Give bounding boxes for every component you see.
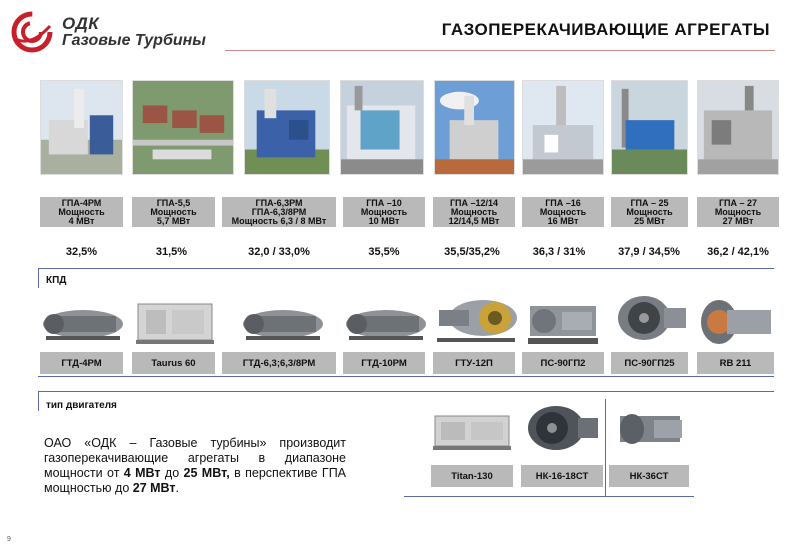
- engine-image-taurus-60: [132, 294, 218, 350]
- engine-image-titan-130: [431, 408, 513, 458]
- unit-photo-gpa-16: [522, 80, 604, 175]
- unit-label: ГПА – 25 Мощность 25 МВт: [611, 197, 688, 227]
- page-number: 9: [7, 536, 11, 543]
- unit-photo-gpa-5-5: [132, 80, 234, 175]
- efficiency-value: 37,9 / 34,5%: [618, 246, 680, 258]
- future-engine-separator: [605, 399, 606, 496]
- future-engine-label: НК-16-18СТ: [521, 465, 603, 487]
- engine-label: ГТУ-12П: [433, 352, 515, 374]
- engine-image-gtd-10rm: [343, 294, 429, 350]
- company-logo: [10, 8, 230, 58]
- engine-label: RB 211: [697, 352, 774, 374]
- engine-type-heading: тип двигателя: [46, 400, 117, 411]
- logo-text-line1: ОДК: [62, 14, 100, 33]
- engine-label: ГТД-4РМ: [40, 352, 123, 374]
- efficiency-value: 32,5%: [65, 246, 98, 258]
- unit-label: ГПА –16 Мощность 16 МВт: [522, 197, 604, 227]
- engine-image-gtu-12p: [433, 292, 519, 348]
- engine-image-ps-90gp25: [608, 292, 690, 348]
- unit-photo-gpa-4rm: [40, 80, 123, 175]
- engine-label: ГТД-6,3;6,3/8РМ: [222, 352, 336, 374]
- logo-swirl-icon: [10, 8, 58, 56]
- unit-label: ГПА – 27 Мощность 27 МВт: [697, 197, 779, 227]
- kpd-divider: [38, 268, 774, 269]
- engine-image-nk-36st: [610, 402, 690, 456]
- page-title: ГАЗОПЕРЕКАЧИВАЮЩИЕ АГРЕГАТЫ: [441, 20, 770, 39]
- engine-image-gtd-6-3: [240, 294, 326, 350]
- efficiency-value: 35,5%: [368, 246, 400, 258]
- future-engine-label: НК-36СТ: [609, 465, 689, 487]
- future-engine-label: Titan-130: [431, 465, 513, 487]
- unit-photo-gpa-6-3rm: [244, 80, 330, 175]
- company-description: ОАО «ОДК – Газовые турбины» производит газоперекачивающие агрегаты в диапазоне мощности от 4 МВт до 25 МВт, в перспективе ГПА мощностью до 27 МВт.: [44, 436, 347, 495]
- engine-type-bracket: [38, 391, 39, 411]
- unit-label: ГПА –12/14 Мощность 12/14,5 МВт: [433, 197, 515, 227]
- title-divider: [225, 50, 775, 51]
- engine-label: ПС-90ГП2: [522, 352, 604, 374]
- engine-label: ПС-90ГП25: [611, 352, 688, 374]
- efficiency-value: 36,2 / 42,1%: [707, 246, 769, 258]
- unit-photo-gpa-27: [697, 80, 779, 175]
- unit-label: ГПА-4РМ Мощность 4 МВт: [40, 197, 123, 227]
- engine-image-rb-211: [697, 294, 775, 350]
- engine-label: ГТД-10РМ: [343, 352, 425, 374]
- unit-photo-gpa-25: [611, 80, 688, 175]
- engine-image-ps-90gp2: [522, 294, 604, 350]
- engine-type-divider-lower: [38, 391, 774, 392]
- efficiency-value: 36,3 / 31%: [532, 246, 586, 258]
- efficiency-value: 32,0 / 33,0%: [248, 246, 310, 258]
- engine-image-nk-16-18st: [522, 400, 602, 456]
- kpd-bracket: [38, 268, 39, 288]
- efficiency-value: 31,5%: [155, 246, 188, 258]
- engine-label: Taurus 60: [132, 352, 215, 374]
- efficiency-value: 35,5/35,2%: [444, 246, 500, 258]
- future-engines-bottom-rule: [404, 496, 694, 497]
- unit-label: ГПА –10 Мощность 10 МВт: [343, 197, 425, 227]
- engine-type-divider: [38, 376, 774, 377]
- logo-text-line2: Газовые Турбины: [62, 32, 206, 49]
- engine-image-gtd-4rm: [40, 294, 126, 350]
- unit-photo-gpa-12-14: [434, 80, 515, 175]
- kpd-heading: КПД: [46, 275, 67, 286]
- unit-photo-gpa-10: [340, 80, 424, 175]
- unit-label: ГПА-5,5 Мощность 5,7 МВт: [132, 197, 215, 227]
- unit-label: ГПА-6,3РМ ГПА-6,3/8РМ Мощность 6,3 / 8 МВт: [222, 197, 336, 227]
